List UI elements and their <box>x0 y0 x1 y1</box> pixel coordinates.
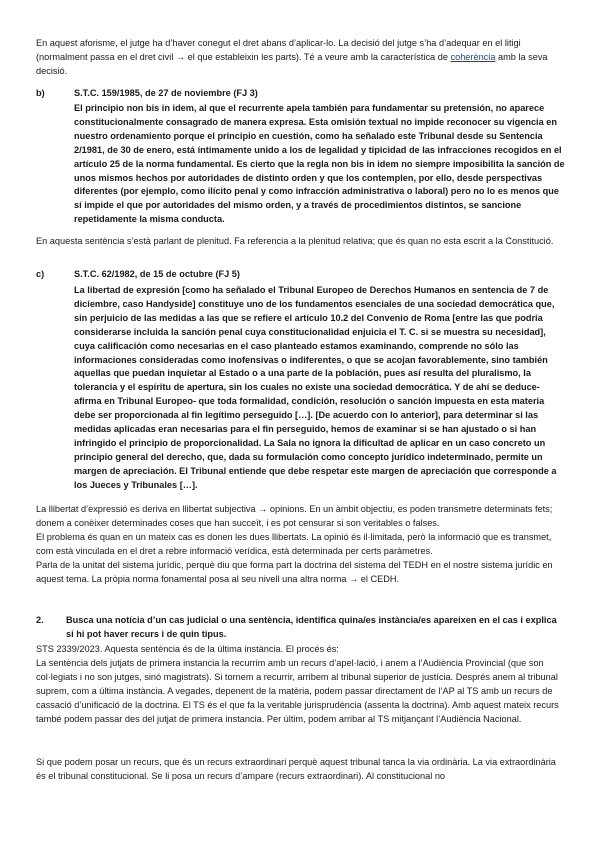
item-c-comment-1: La llibertat d’expressió es deriva en llibertat subjectiva → opinions. En un àmbit objectiu, es poden transmetre determinats fets; donem a conèixer determinades coses que han succeït, i es pot censurar si son veritables o falses. <box>36 504 553 528</box>
item-c-comment-3: Parla de la unitat del sistema jurídic, perquè diu que forma part la doctrina del sistema del TEDH en el nostre sistema jurídic en aquest tema. La pròpia norma fonamental posa al seu nivell una altra norma → el CEDH. <box>36 560 553 584</box>
item-b-quote: El principio non bis in idem, al que el recurrente apela también para fundamentar su pretensión, no aparece constitucionalmente consagrado de manera expresa. Esta omisión textual no impide reconocer su vigencia en nuestro ordenamiento porque el principio en cuestión, como ha señalado este Tribunal desde su Sentencia 2/1981, de 30 de enero, está íntimamente unido a los de legalidad y tipicidad de las infracciones recogidos en el artículo 25 de la norma fundamental. Es cierto que la regla non bis in idem no siempre imposibilita la sanción de unos mismos hechos por autoridades de distinto orden y que los contemplen, por ello, desde perspectivas diferentes (por ejemplo, como ilícito penal y como infracción administrativa o laboral) pero no lo es menos que sí impide el que por autoridades del mismo orden, y a través de procedimientos distintos, se sancione repetidamente la misma conducta. <box>74 103 565 225</box>
item-b-letter: b) <box>36 88 45 98</box>
item-b-title: S.T.C. 159/1985, de 27 de noviembre (FJ 3) <box>74 88 258 98</box>
intro-paragraph: En aquest aforisme, el jutge ha d’haver conegut el dret abans d’aplicar-lo. La decisió del jutge s’ha d’adequar en el litigi (normalment passa en el dret civil → el que estableixin les parts). Té a veure amb la característica de coherència amb la seva decisió. <box>36 38 548 76</box>
item-c-quote: La libertad de expresión [como ha señalado el Tribunal Europeo de Derechos Humanos en sentencia de 7 de diciembre, caso Handyside] constituye uno de los fundamentos esenciales de una sociedad democrática que, sin perjuicio de las medidas a las que se refiere el artículo 10.2 del Convenio de Roma [entre las que podría considerarse incluida la sanción penal cuya constitucionalidad enjuicia el T. C. si se muestra su necesidad], cuya calificación como necesarias en el caso planteado estamos examinando, comprende no sólo las informaciones consideradas como inofensivas o indiferentes, o que se acojan favorablemente, sino también aquellas que puedan inquietar al Estado o a una parte de la población, pues así resulta del pluralismo, la tolerancia y el espíritu de apertura, sin los cuales no existe una sociedad democrática. Y de ahí se deduce- afirma en Tribunal Europeo- que toda formalidad, condición, resolución o sanción impuesta en esta materia debe ser proporcionada al fin legítimo perseguido […]. [De acuerdo con lo anterior], para determinar si las medidas aplicadas eran necesarias para el fin perseguido, hemos de examinar si se han ajustado o si han infringido el principio de proporcionalidad. La Sala no ignora la dificultad de aplicar en un caso concreto un principio general del derecho, que, dada su formulación como concepto jurídico indeterminado, permite un margen de apreciación. El Tribunal entiende que debe respetar este margen de apreciación que corresponde a los Jueces y Tribunales […]. <box>74 285 557 490</box>
question-2-text: Busca una notícia d’un cas judicial o una sentència, identifica quina/es instància/es apareixen en el cas i explica si hi pot haver recurs i de quin tipus. <box>66 615 557 639</box>
coherencia-keyword: coherència <box>450 51 496 62</box>
answer-2-process: La sentència dels jutjats de primera instancia la recurrim amb un recurs d’apel·lació, i anem a l’Audiència Provincial (que son col·legiats i no son jutges, sinó magistrats). Si tornem a recurrir, arribem al tribunal superior de justícia. Després anem al tribunal suprem, com a última instància. A vegades, depenent de la matèria, podem passar directament de l’AP al TS amb un recurs de cassació d’unificació de la doctrina. El TS és el que fa la veritable jurisprudència (assenta la doctrina). Amb aquest mateix recurs també podem passar des del jutjat de primera instancia. Per últim, podem arribar al TS mitjançant l’Audiència Nacional. <box>36 658 559 724</box>
answer-2-recurs: Si que podem posar un recurs, que és un recurs extraordinari perquè aquest tribunal tanca la via ordinària. La via extraordinària és el tribunal constitucional. Se li posa un recurs d’ampare (recurs extraordinari). Al constitucional no <box>36 757 556 781</box>
question-2-number: 2. <box>36 615 44 625</box>
question-2 <box>36 614 566 642</box>
item-b-heading <box>36 87 566 101</box>
item-c-comment-2: El problema és quan en un mateix cas es donen les dues llibertats. La opinió és il·limitada, però la informació que es transmet, com està vinculada en el dret a rebre informació verídica, està determinada per certs paràmetres. <box>36 532 552 556</box>
item-c-letter: c) <box>36 269 45 279</box>
item-c-heading <box>36 268 566 282</box>
item-b-comment: En aquesta sentència s’està parlant de plenitud. Fa referencia a la plenitud relativa; que és quan no esta escrit a la Constitució. <box>36 236 554 246</box>
answer-2-intro: STS 2339/2023. Aquesta sentència és de la última instància. El procés és: <box>36 644 339 654</box>
item-c-title: S.T.C. 62/1982, de 15 de octubre (FJ 5) <box>74 269 240 279</box>
